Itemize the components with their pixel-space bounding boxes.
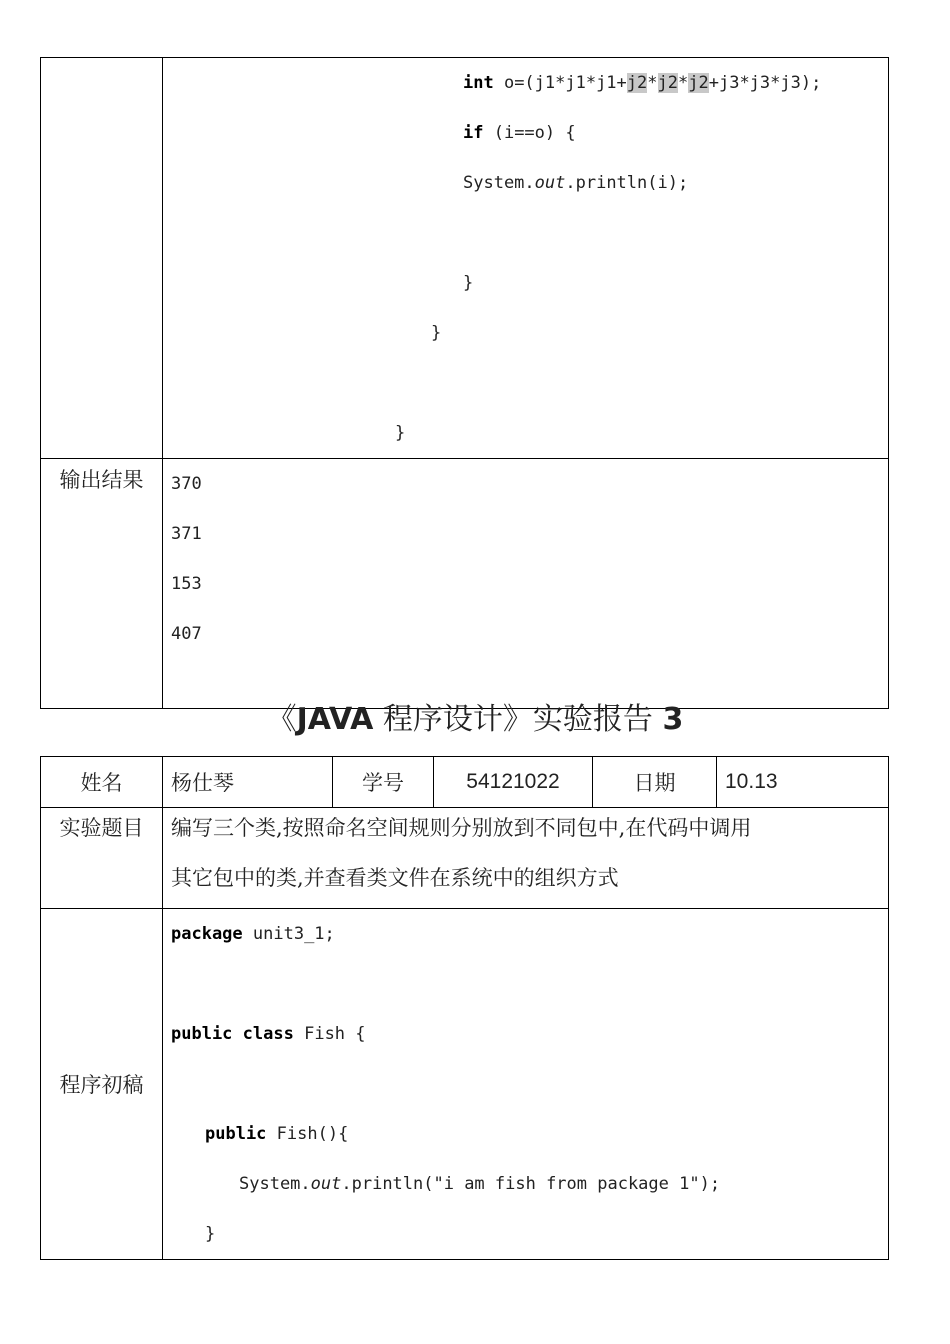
code-text: unit3_1;	[242, 924, 335, 944]
draft-label-cell	[41, 909, 163, 1260]
date-value: 10.13	[725, 770, 778, 793]
code-text: (i==o) {	[483, 123, 576, 143]
code-text: System.	[239, 1174, 311, 1194]
date-label: 日期	[633, 771, 676, 795]
code-text: +j3*j3*j3);	[708, 73, 822, 93]
top-code-line	[163, 358, 888, 408]
draft-code-line	[163, 909, 888, 959]
topic-label: 实验题目	[59, 816, 144, 840]
report-title-open: 《	[266, 702, 297, 737]
draft-label: 程序初稿	[59, 1073, 144, 1097]
output-values	[163, 459, 888, 659]
report-title	[0, 694, 950, 738]
draft-code-line	[163, 1109, 888, 1159]
top-code-line	[163, 208, 888, 258]
top-code-line	[163, 258, 888, 308]
output-label-text: 输出结果	[59, 468, 144, 492]
output-value: 370	[171, 474, 202, 494]
code-text: out	[534, 173, 566, 193]
code-text: j2	[626, 73, 648, 93]
topic-line-1: 编写三个类,按照命名空间规则分别放到不同包中,在代码中调用	[171, 816, 752, 840]
top-code-cell	[163, 58, 889, 459]
code-keyword: package	[171, 924, 243, 944]
top-code-line	[163, 408, 888, 458]
output-value: 407	[171, 624, 202, 644]
code-text: }	[395, 423, 406, 443]
main-table	[40, 807, 889, 1260]
top-code-line	[163, 308, 888, 358]
code-text: Fish {	[293, 1024, 366, 1044]
name-label-cell	[41, 757, 163, 808]
name-label: 姓名	[80, 771, 123, 795]
code-text: Fish(){	[266, 1124, 349, 1144]
code-text: System.	[463, 173, 535, 193]
name-value: 杨仕琴	[171, 771, 234, 795]
report-title-java: JAVA	[296, 702, 374, 737]
date-label-cell	[593, 757, 717, 808]
draft-code-block	[163, 909, 888, 1259]
code-text	[232, 1024, 242, 1044]
draft-code-line	[163, 959, 888, 1009]
topic-line-2: 其它包中的类,并查看类文件在系统中的组织方式	[171, 866, 619, 890]
code-text: out	[310, 1174, 342, 1194]
topic-label-cell	[41, 808, 163, 909]
code-keyword: class	[242, 1024, 294, 1044]
code-text: }	[463, 273, 474, 293]
id-value: 54121022	[466, 770, 560, 793]
top-table	[40, 57, 889, 709]
top-code-line	[163, 108, 888, 158]
code-text: }	[205, 1224, 216, 1244]
code-text: j2	[688, 73, 709, 93]
code-text: *	[678, 73, 689, 93]
top-code-block	[163, 58, 888, 458]
code-keyword: if	[463, 123, 484, 143]
code-text: }	[431, 323, 442, 343]
name-value-cell	[163, 757, 333, 808]
code-keyword: public	[205, 1124, 267, 1144]
id-label-cell	[333, 757, 434, 808]
code-keyword: public	[171, 1024, 233, 1044]
report-title-number: 3	[662, 702, 684, 737]
code-keyword: int	[463, 73, 494, 93]
topic-cell	[163, 808, 889, 909]
draft-code-line	[163, 1009, 888, 1059]
id-value-cell	[434, 757, 593, 808]
output-label	[41, 459, 163, 709]
date-value-cell	[717, 757, 889, 808]
output-cell	[163, 459, 889, 709]
report-title-middle: 程序设计》实验报告	[373, 702, 663, 737]
draft-code-line	[163, 1159, 888, 1209]
code-text: .println(i);	[565, 173, 689, 193]
code-text: .println("i am fish from package 1");	[341, 1174, 721, 1194]
id-label: 学号	[362, 771, 404, 795]
draft-code-line	[163, 1059, 888, 1109]
output-value: 153	[171, 574, 202, 594]
top-code-line	[163, 158, 888, 208]
code-text: o=(j1*j1*j1+	[493, 73, 627, 93]
output-value: 371	[171, 524, 202, 544]
info-table	[40, 756, 889, 808]
draft-code-cell	[163, 909, 889, 1260]
code-text: j2	[657, 73, 678, 93]
draft-code-line	[163, 1209, 888, 1259]
code-text: *	[647, 73, 658, 93]
top-label-cell	[41, 58, 163, 459]
top-code-line	[163, 58, 888, 108]
